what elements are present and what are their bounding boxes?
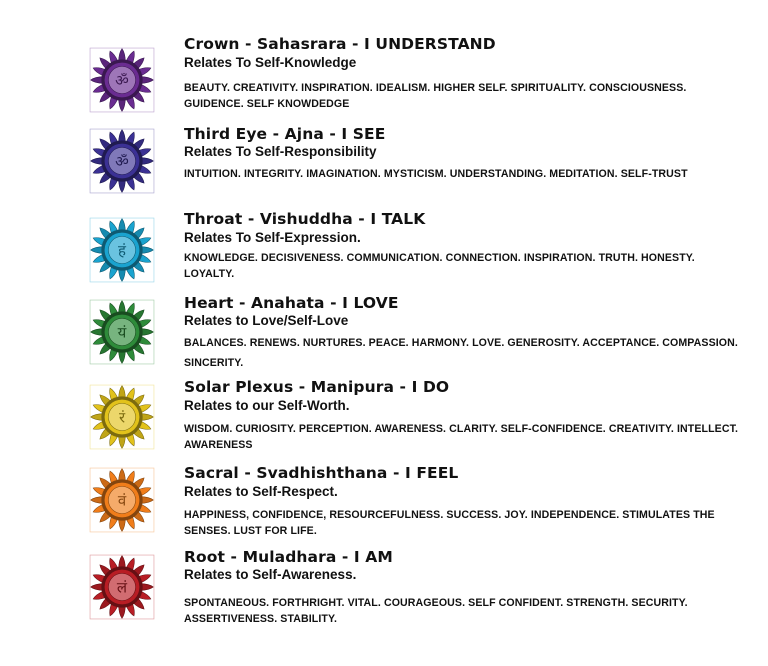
heart-chakra-icon xyxy=(88,298,156,366)
chakra-subtitle: Relates to Self-Respect. xyxy=(184,484,338,499)
chakra-subtitle: Relates to Love/Self-Love xyxy=(184,313,349,328)
svg-text:ॐ: ॐ xyxy=(115,71,129,90)
svg-text:हं: हं xyxy=(118,241,126,260)
chakra-description: BEAUTY. CREATIVITY. INSPIRATION. IDEALISM. HIGHER SELF. SPIRITUALITY. CONSCIOUSNESS. GUIDENCE. SELF KNOWDEDGE xyxy=(184,82,687,110)
chakra-title: Crown - Sahasrara - I UNDERSTAND xyxy=(184,35,496,53)
chakra-title: Sacral - Svadhishthana - I FEEL xyxy=(184,464,459,482)
svg-text:ॐ: ॐ xyxy=(115,152,129,171)
chakra-title: Third Eye - Ajna - I SEE xyxy=(184,125,386,143)
root-chakra-icon xyxy=(88,553,156,621)
chakra-description: INTUITION. INTEGRITY. IMAGINATION. MYSTICISM. UNDERSTANDING. MEDITATION. SELF-TRUST xyxy=(184,168,688,180)
chakra-title: Heart - Anahata - I LOVE xyxy=(184,294,399,312)
svg-text:वं: वं xyxy=(117,491,127,510)
svg-text:लं: लं xyxy=(116,578,128,597)
third-eye-chakra-icon xyxy=(88,127,156,195)
solar-plexus-chakra-icon xyxy=(88,383,156,451)
chakra-subtitle: Relates To Self-Responsibility xyxy=(184,144,377,159)
svg-text:रं: रं xyxy=(118,408,126,427)
chakra-subtitle: Relates To Self-Knowledge xyxy=(184,55,357,70)
chakra-description: WISDOM. CURIOSITY. PERCEPTION. AWARENESS. CLARITY. SELF-CONFIDENCE. CREATIVITY. INTELLECT. AWARENESS xyxy=(184,423,739,451)
chakra-description: SPONTANEOUS. FORTHRIGHT. VITAL. COURAGEOUS. SELF CONFIDENT. STRENGTH. SECURITY. ASSERTIVENESS. STABILITY. xyxy=(184,597,688,625)
chakra-title: Throat - Vishuddha - I TALK xyxy=(184,210,426,228)
throat-chakra-icon xyxy=(88,216,156,284)
chakra-subtitle: Relates to our Self-Worth. xyxy=(184,398,350,413)
chakra-description: KNOWLEDGE. DECISIVENESS. COMMUNICATION. CONNECTION. INSPIRATION. TRUTH. HONESTY. LOYALTY. xyxy=(184,252,695,280)
crown-chakra-icon xyxy=(88,46,156,114)
chakra-description: BALANCES. RENEWS. NURTURES. PEACE. HARMONY. LOVE. GENEROSITY. ACCEPTANCE. COMPASSION. SINCERITY. xyxy=(184,337,738,369)
chakra-description: HAPPINESS, CONFIDENCE, RESOURCEFULNESS. SUCCESS. JOY. INDEPENDENCE. STIMULATES THE SENSES. LUST FOR LIFE. xyxy=(184,509,715,537)
sacral-chakra-icon xyxy=(88,466,156,534)
chakra-subtitle: Relates To Self-Expression. xyxy=(184,230,361,245)
chakra-title: Root - Muladhara - I AM xyxy=(184,548,393,566)
chakra-subtitle: Relates to Self-Awareness. xyxy=(184,567,357,582)
chakra-title: Solar Plexus - Manipura - I DO xyxy=(184,378,450,396)
svg-text:यं: यं xyxy=(117,323,127,342)
